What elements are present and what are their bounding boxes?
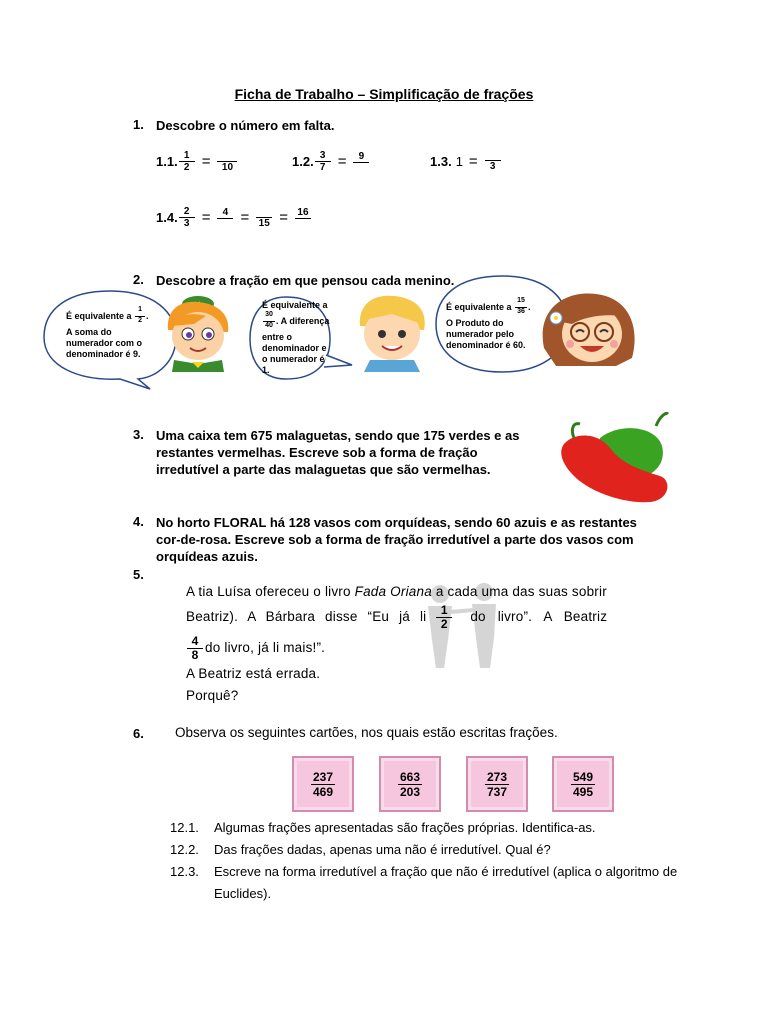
numerator: 1 <box>179 150 195 162</box>
item-label: 1.2. <box>292 154 314 169</box>
q2-number: 2. <box>133 272 144 287</box>
q1-item-1: 1.1. $\frac{1}{2}$ = 10 <box>156 150 238 173</box>
q5-line-5: Porquê? <box>186 688 239 703</box>
q3-text: Uma caixa tem 675 malaguetas, sendo que 175 verdes e as restantes vermelhas. Escreve sob a forma de fração irredutível a parte das malaguetas que são vermelhas. <box>156 428 520 477</box>
numerator <box>485 150 501 161</box>
fraction-four-eighths: $\frac{4}{8}$ <box>187 635 203 662</box>
item-label: 1.4. <box>156 210 178 225</box>
denominator: 3 <box>489 161 496 172</box>
numerator <box>256 207 272 218</box>
fraction-blank <box>353 151 369 173</box>
denominator: 2 <box>183 162 190 173</box>
denominator <box>353 163 369 173</box>
q2-text: Descobre a fração em que pensou cada menino. <box>156 273 455 288</box>
sub-item-label-1: 12.1. <box>170 820 199 835</box>
q6-text: Observa os seguintes cartões, nos quais estão escritas frações. <box>175 725 558 740</box>
q1-item-2: 1.2. $\frac{3}{7}$ = 9 <box>292 150 370 173</box>
boy-1-illustration <box>158 290 238 372</box>
denominator <box>217 219 233 229</box>
fraction <box>179 150 195 173</box>
q5-line-4: A Beatriz está errada. <box>186 666 321 681</box>
item-label: 1.3. <box>430 153 452 169</box>
girl-illustration <box>536 288 642 372</box>
fraction <box>315 150 331 173</box>
sub-item-label-2: 12.2. <box>170 842 199 857</box>
fraction-card-2: 663 203 <box>379 756 441 812</box>
book-title: Fada Oriana <box>354 584 432 599</box>
denominator: 15 <box>258 217 270 229</box>
q5-line-2: Beatriz). A Bárbara disse “Eu já li $\frac{1}{2}$ do livro”. A Beatriz <box>186 602 608 631</box>
fraction-card-4: 549 495 <box>552 756 614 812</box>
sub-item-label-3: 12.3. <box>170 864 199 879</box>
fraction-blank <box>256 207 272 229</box>
q5-line-1: A tia Luísa ofereceu o livro Fada Oriana a cada uma das suas sobrir <box>186 584 607 599</box>
boy-2-illustration <box>352 290 432 372</box>
q6-number: 6. <box>133 726 144 741</box>
bubble-3-text: É equivalente a $\frac{15}{36}$ . O Produto do numerador pelo denominador é 60. <box>446 297 531 350</box>
fraction-blank <box>295 207 311 229</box>
sub-item-text-2: Das frações dadas, apenas uma não é irredutível. Qual é? <box>214 842 551 857</box>
denominator: 10 <box>221 161 234 173</box>
bubble-1-text: É equivalente a $\frac{1}{2}$ . A soma do numerador com o denominador é 9. <box>66 306 149 359</box>
fraction-blank <box>485 150 501 172</box>
numerator: 2 <box>179 206 195 218</box>
sub-item-text-1: Algumas frações apresentadas são frações próprias. Identifica-as. <box>214 820 596 835</box>
sub-item-text-3b: Euclides). <box>214 886 272 901</box>
q1-item-4: 1.4. $\frac{2}{3}$ = 4 = 15 = 16 <box>156 206 312 229</box>
numerator: 4 <box>217 207 233 219</box>
fraction <box>179 206 195 229</box>
fraction-card-3: 273 737 <box>466 756 528 812</box>
bubble-2-text: É equivalente a $\frac{30}{40}$ . A diferença entre o denominador e o numerador é 1. <box>262 300 330 375</box>
whole-number: 1 <box>455 153 463 169</box>
fraction-half: $\frac{1}{2}$ <box>436 604 452 631</box>
numerator: 16 <box>295 207 311 219</box>
fraction-blank <box>217 207 233 229</box>
numerator <box>217 151 237 162</box>
page-title: Ficha de Trabalho – Simplificação de frações <box>234 86 534 102</box>
q4-number: 4. <box>133 514 144 529</box>
peppers-illustration <box>560 408 672 508</box>
q4-text: No horto FLORAL há 128 vasos com orquídeas, sendo 60 azuis e as restantes cor-de-rosa. Escreve sob a forma de fração irredutível a parte dos vasos com orquídeas azuis. <box>156 515 637 564</box>
numerator: 3 <box>315 150 331 162</box>
q5-number: 5. <box>133 567 144 582</box>
q1-item-3: 1.3. 1 = 3 <box>430 150 502 172</box>
q1-text: Descobre o número em falta. <box>156 118 335 133</box>
denominator <box>295 219 311 229</box>
sub-item-text-3: Escreve na forma irredutível a fração que não é irredutível (aplica o algoritmo de <box>214 864 678 879</box>
q1-number: 1. <box>133 117 144 132</box>
fraction-blank <box>217 151 237 173</box>
q5-line-3: $\frac{4}{8}$ do livro, já li mais!”. <box>186 634 325 662</box>
q3-number: 3. <box>133 427 144 442</box>
denominator: 3 <box>183 218 190 229</box>
item-label: 1.1. <box>156 154 178 169</box>
numerator: 9 <box>353 151 369 163</box>
denominator: 7 <box>319 162 326 173</box>
fraction-card-1: 237 469 <box>292 756 354 812</box>
